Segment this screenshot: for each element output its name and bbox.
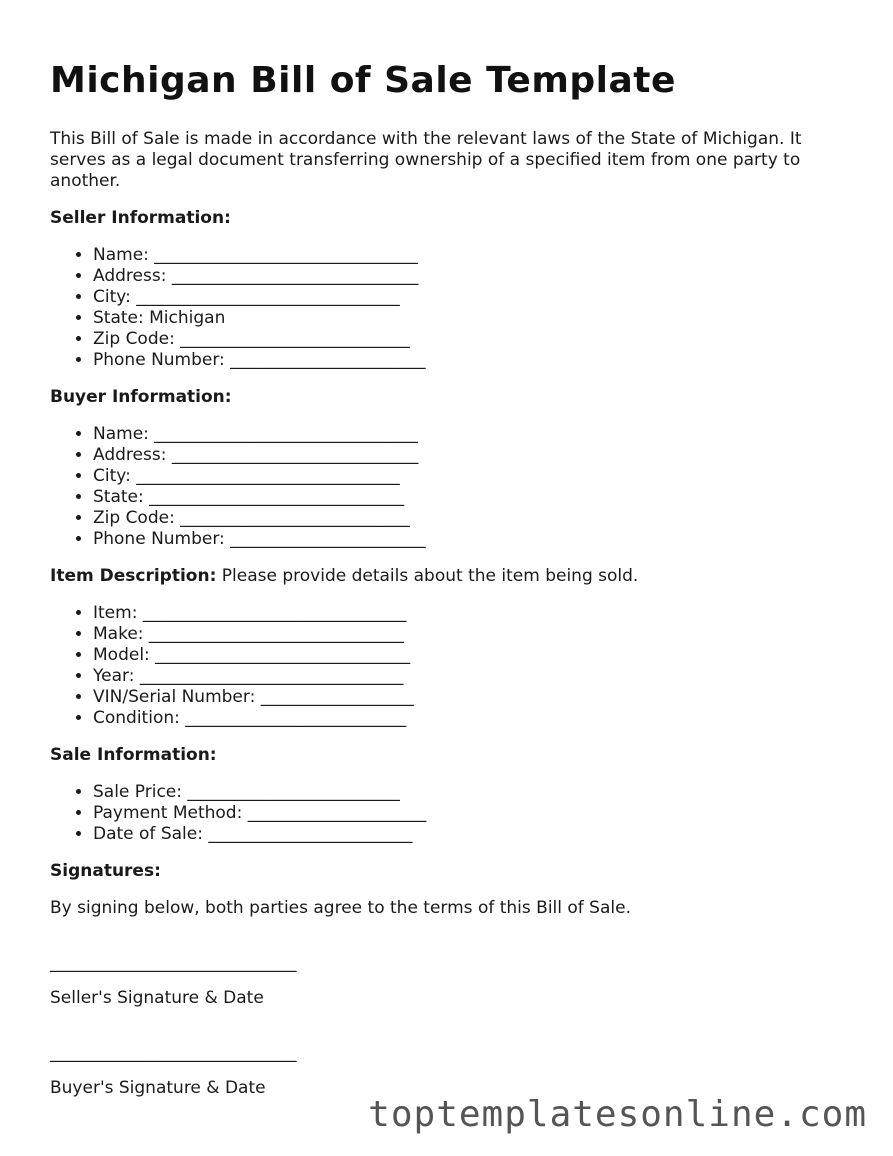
signatures-statement: By signing below, both parties agree to the terms of this Bill of Sale.	[50, 898, 631, 918]
page-title: Michigan Bill of Sale Template	[50, 60, 676, 101]
item-field: • Item: _______________________________	[93, 603, 850, 624]
document	[50, 60, 850, 1099]
sale-date-field: • Date of Sale: ________________________	[93, 824, 850, 845]
year-field: • Year: _______________________________	[93, 666, 850, 687]
make-field: • Make: ______________________________	[93, 624, 850, 645]
item-list	[50, 603, 850, 729]
item-heading: Item Description:	[50, 566, 217, 586]
seller-list	[50, 245, 850, 371]
sale-price-field: • Sale Price: _________________________	[93, 782, 850, 803]
sale-list	[50, 782, 850, 845]
seller-city-field: • City: _______________________________	[93, 287, 850, 308]
watermark: toptemplatesonline.com	[368, 1094, 867, 1135]
signatures-heading: Signatures:	[50, 861, 161, 881]
seller-heading: Seller Information:	[50, 208, 231, 228]
buyer-address-field: • Address: _____________________________	[93, 445, 850, 466]
buyer-name-field: • Name: _______________________________	[93, 424, 850, 445]
item-description-line	[50, 566, 850, 587]
buyer-city-field: • City: _______________________________	[93, 466, 850, 487]
seller-signature-line: _____________________________	[50, 953, 297, 973]
sale-heading: Sale Information:	[50, 745, 217, 765]
buyer-heading: Buyer Information:	[50, 387, 232, 407]
buyer-list	[50, 424, 850, 550]
buyer-zip-field: • Zip Code: ___________________________	[93, 508, 850, 529]
seller-name-field: • Name: _______________________________	[93, 245, 850, 266]
vin-field: • VIN/Serial Number: __________________	[93, 687, 850, 708]
model-field: • Model: ______________________________	[93, 645, 850, 666]
payment-method-field: • Payment Method: _____________________	[93, 803, 850, 824]
buyer-signature-line: _____________________________	[50, 1043, 297, 1063]
buyer-signature-label: Buyer's Signature & Date	[50, 1078, 266, 1098]
condition-field: • Condition: __________________________	[93, 708, 850, 729]
seller-address-field: • Address: _____________________________	[93, 266, 850, 287]
buyer-state-field: • State: ______________________________	[93, 487, 850, 508]
seller-state-field: • State: Michigan	[93, 308, 850, 329]
item-note: Please provide details about the item being sold.	[216, 566, 639, 586]
seller-zip-field: • Zip Code: ___________________________	[93, 329, 850, 350]
intro-paragraph: This Bill of Sale is made in accordance with the relevant laws of the State of Michigan. It serves as a legal document transferring ownership of a specified item from one party to another.	[50, 129, 802, 191]
buyer-phone-field: • Phone Number: _______________________	[93, 529, 850, 550]
seller-signature-label: Seller's Signature & Date	[50, 988, 264, 1008]
seller-phone-field: • Phone Number: _______________________	[93, 350, 850, 371]
